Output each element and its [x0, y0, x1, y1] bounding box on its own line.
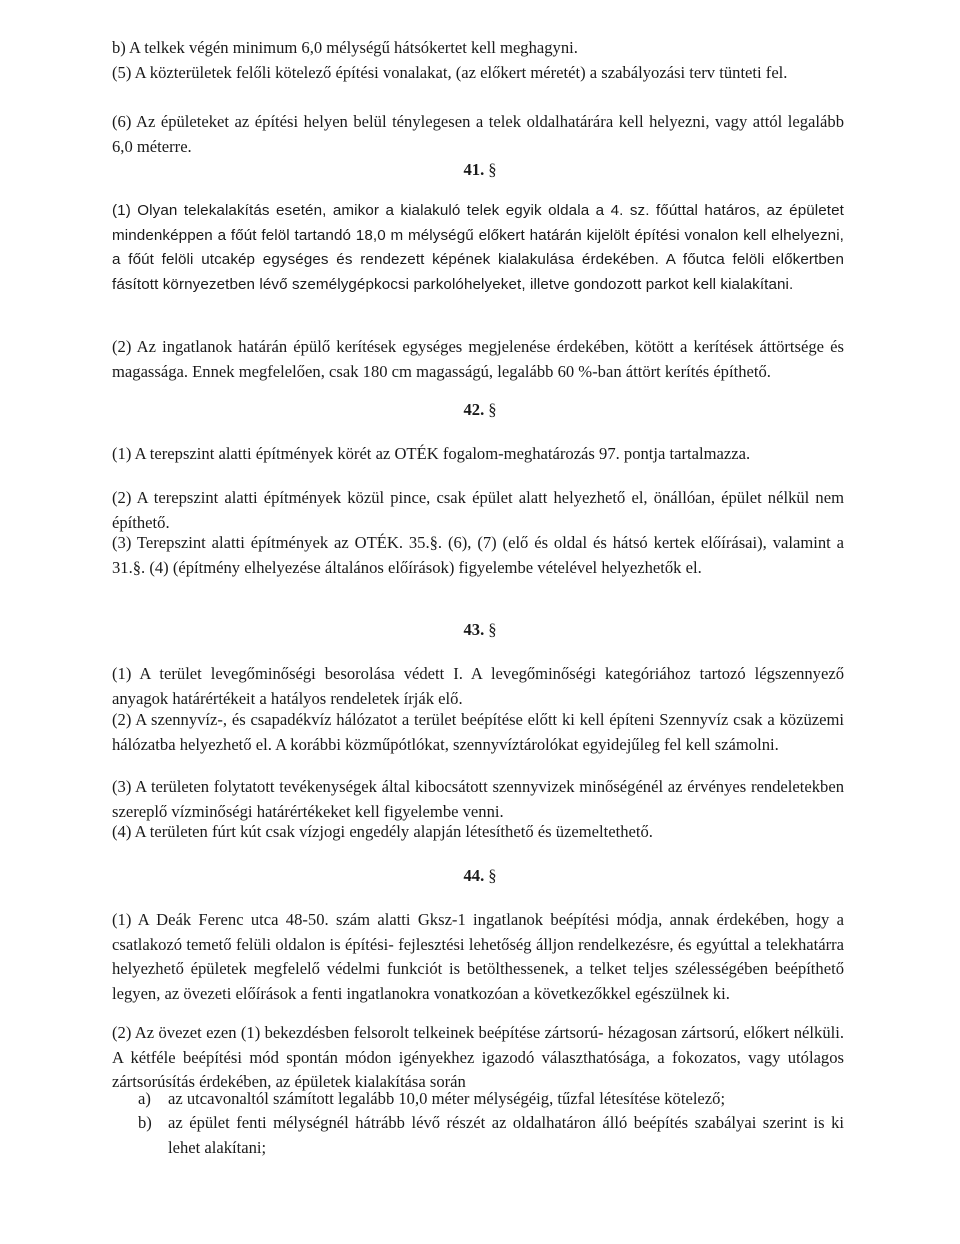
section-sign: § — [488, 160, 497, 179]
section-41-paragraph-1: (1) Olyan telekalakítás esetén, amikor a kialakuló telek egyik oldala a 4. sz. főúttal határos, az épületet mindenképpen a főút felöl tartandó 18,0 m mélységű előkert határán kijelölt építési vonalon kell elhelyezni, a főút felöli utcakép egységes és rendezett képének kialakulása érdekében. A főutca felöli előkertben fásított környezetben lévő személygépkocsi parkolóhelyeket, illetve gondozott parkot kell kialakítani. — [112, 202, 844, 293]
section-number: 41. — [463, 160, 485, 179]
section-41-paragraph-2: (2) Az ingatlanok határán épülő kerítések egységes megjelenése érdekében, kötött a kerítések áttörtsége és magassága. Ennek megfelelően, csak 180 cm magasságú, legalább 60 %-ban áttört kerítés építhető. — [112, 337, 844, 381]
paragraph-6: (6) Az épületeket az építési helyen belül ténylegesen a telek oldalhatárára kell helyezni, vagy attól legalább 6,0 méterre. — [112, 112, 844, 156]
section-43-paragraph-1: (1) A terület levegőminőségi besorolása védett I. A levegőminőségi kategóriához tartozó légszennyező anyagok határértékeit a hatályos rendeletek írják elő. — [112, 664, 844, 708]
section-sign: § — [488, 866, 497, 885]
section-43-paragraph-4: (4) A területen fúrt kút csak vízjogi engedély alapján létesíthető és üzemeltethető. — [112, 822, 653, 841]
section-number: 43. — [463, 620, 485, 639]
section-42-heading — [0, 400, 960, 420]
section-42-paragraph-3: (3) Terepszint alatti építmények az OTÉK. 35.§. (6), (7) (elő és oldal és hátsó kertek előírásai), valamint a 31.§. (4) (építmény elhelyezése általános előírások) figyelembe vételével helyezhetők el. — [112, 533, 844, 577]
list-item-text: az utcavonaltól számított legalább 10,0 méter mélységéig, tűzfal létesítése kötelező; — [168, 1089, 726, 1108]
section-43-heading — [0, 620, 960, 640]
list-item-a — [138, 1087, 844, 1112]
list-marker: a) — [138, 1089, 151, 1108]
list-marker: b) — [138, 1113, 152, 1132]
section-41-heading — [0, 160, 960, 180]
section-44-paragraph-2: (2) Az övezet ezen (1) bekezdésben felsorolt telkeinek beépítése zártsorú- hézagosan zártsorú, előkert nélküli. A kétféle beépítési mód spontán módon igényekhez igazodó választhatósága, a fokozatos, vagy utólagos zártsorúsítás érdekében, az épületek kialakítása során — [112, 1023, 844, 1091]
section-sign: § — [488, 400, 497, 419]
section-number: 44. — [463, 866, 485, 885]
section-44-heading — [0, 866, 960, 886]
section-42-paragraph-1: (1) A terepszint alatti építmények körét az OTÉK fogalom-meghatározás 97. pontja tartalmazza. — [112, 444, 751, 463]
item-b-text: b) A telkek végén minimum 6,0 mélységű hátsókertet kell meghagyni. — [112, 38, 578, 57]
section-43-paragraph-3: (3) A területen folytatott tevékenységek által kibocsátott szennyvizek minőségénél az érvényes rendeletekben szereplő vízminőségi határértékeket kell figyelembe venni. — [112, 777, 844, 821]
list-item-text: az épület fenti mélységnél hátrább lévő részét az oldalhatáron álló beépítés szabályai szerint is ki lehet alakítani; — [168, 1113, 844, 1157]
section-44-paragraph-1: (1) A Deák Ferenc utca 48-50. szám alatti Gksz-1 ingatlanok beépítési módja, annak érdekében, hogy a csatlakozó temető felüli oldalon is építési- fejlesztési lehetőség álljon rendelkezésre, és egyúttal a telekhatárra helyezhető épületek megfelelő védelmi funkciót is betölthessenek, a telket teljes szélességében beépíthető legyen, az övezeti előírások a fenti ingatlanokra vonatkozóan a következőkkel egészülnek ki. — [112, 910, 844, 1003]
list-item-b — [138, 1111, 844, 1160]
section-43-paragraph-2: (2) A szennyvíz-, és csapadékvíz hálózatot a terület beépítése előtt ki kell építeni Szennyvíz csak a közüzemi hálózatba helyezhető el. A korábbi közműpótlókat, szennyvíztárolókat egyidejűleg fel kell számolni. — [112, 710, 844, 754]
paragraph-5: (5) A közterületek felőli kötelező építési vonalakat, (az előkert méretét) a szabályozási terv tünteti fel. — [112, 63, 788, 82]
section-number: 42. — [463, 400, 485, 419]
section-42-paragraph-2: (2) A terepszint alatti építmények közül pince, csak épület alatt helyezhető el, önállóan, épület nélkül nem építhető. — [112, 488, 844, 532]
section-sign: § — [488, 620, 497, 639]
